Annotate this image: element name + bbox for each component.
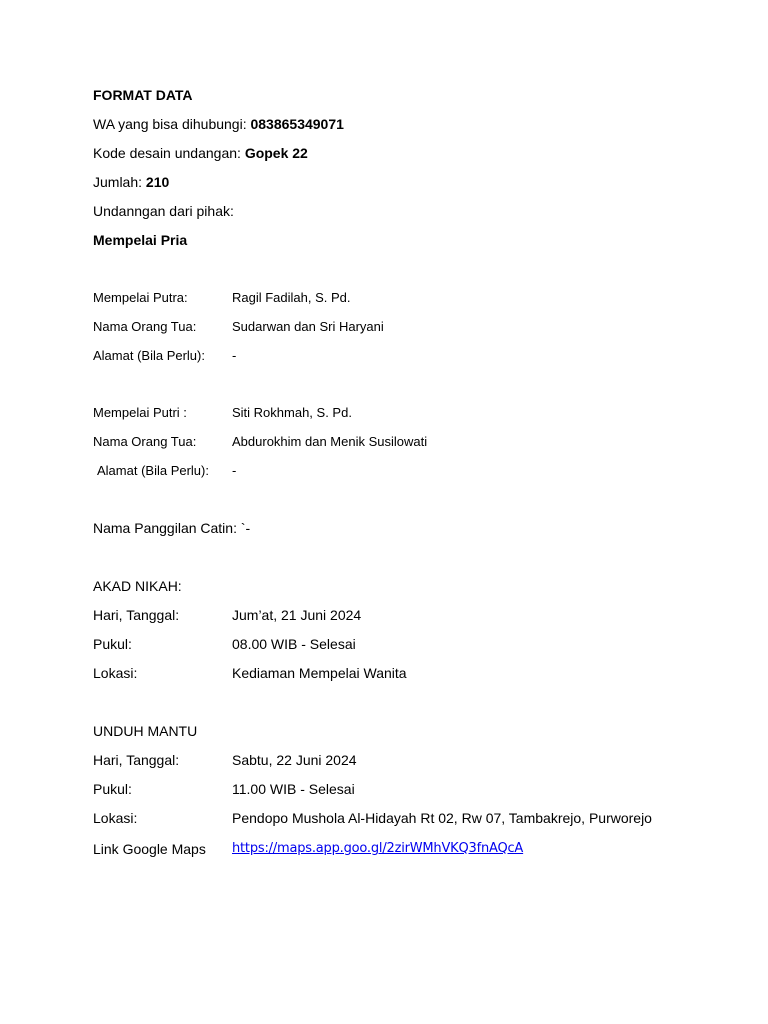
wa-line <box>93 115 344 133</box>
nickname-line: Nama Panggilan Catin: `- <box>93 520 251 536</box>
akad-location-label: Lokasi: <box>93 665 138 681</box>
design-code-label: Kode desain undangan: <box>93 145 245 161</box>
groom-address-label: Alamat (Bila Perlu): <box>93 348 205 363</box>
unduh-time-label: Pukul: <box>93 781 132 797</box>
bride-name-value: Siti Rokhmah, S. Pd. <box>232 405 352 420</box>
unduh-date-value: Sabtu, 22 Juni 2024 <box>232 752 357 768</box>
groom-address-value: - <box>232 348 237 363</box>
bride-address-value: - <box>232 463 237 478</box>
akad-date-label: Hari, Tanggal: <box>93 607 180 623</box>
bride-parents-value: Abdurokhim dan Menik Susilowati <box>232 434 428 449</box>
groom-parents-label: Nama Orang Tua: <box>93 319 197 334</box>
quantity-line <box>93 173 169 191</box>
unduh-location-value: Pendopo Mushola Al-Hidayah Rt 02, Rw 07, Tambakrejo, Purworejo <box>232 810 652 826</box>
design-code-value: Gopek 22 <box>244 145 308 161</box>
unduh-date-label: Hari, Tanggal: <box>93 752 180 768</box>
quantity-value: 210 <box>145 174 170 190</box>
design-code-line <box>93 144 308 162</box>
invitation-from-label: Undanngan dari pihak: <box>93 203 234 219</box>
document-title: FORMAT DATA <box>93 87 193 103</box>
maps-link[interactable]: https://maps.app.goo.gl/2zirWMhVKQ3fnAQcA <box>232 841 524 856</box>
wa-label: WA yang bisa dihubungi: <box>93 116 251 132</box>
akad-location-value: Kediaman Mempelai Wanita <box>232 665 407 681</box>
maps-label: Link Google Maps <box>93 841 206 857</box>
akad-date-value: Jum’at, 21 Juni 2024 <box>232 607 362 623</box>
quantity-label: Jumlah: <box>93 174 146 190</box>
wa-value: 083865349071 <box>250 116 344 132</box>
groom-parents-value: Sudarwan dan Sri Haryani <box>232 319 384 334</box>
unduh-location-label: Lokasi: <box>93 810 138 826</box>
akad-time-value: 08.00 WIB - Selesai <box>232 636 356 652</box>
akad-heading: AKAD NIKAH: <box>93 578 182 594</box>
groom-name-value: Ragil Fadilah, S. Pd. <box>232 290 351 305</box>
bride-parents-label: Nama Orang Tua: <box>93 434 197 449</box>
bride-name-label: Mempelai Putri : <box>93 405 187 420</box>
unduh-heading: UNDUH MANTU <box>93 723 198 739</box>
akad-time-label: Pukul: <box>93 636 132 652</box>
unduh-time-value: 11.00 WIB - Selesai <box>232 781 355 797</box>
invitation-from-value: Mempelai Pria <box>93 232 188 248</box>
groom-name-label: Mempelai Putra: <box>93 290 188 305</box>
bride-address-label: Alamat (Bila Perlu): <box>97 463 209 478</box>
